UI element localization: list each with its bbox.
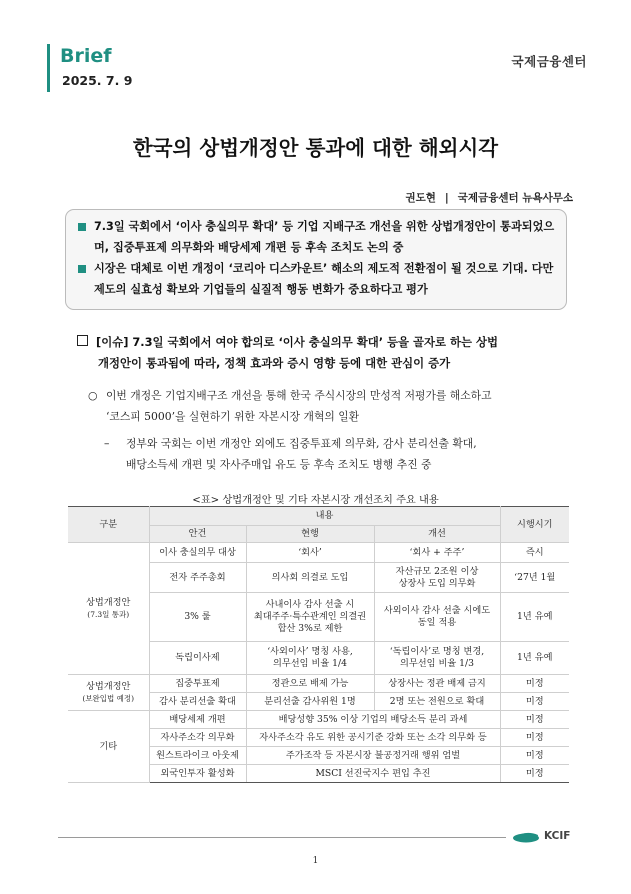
cell-timing: 1년 유예	[500, 593, 569, 642]
page-number: 1	[312, 856, 319, 866]
brief-accent-bar	[47, 44, 50, 92]
square-bullet-icon	[78, 265, 86, 273]
group-cell: 상법개정안 (보완입법 예정)	[68, 675, 149, 711]
cell-item: 자사주소각 의무화	[149, 729, 246, 747]
cell-current: 정관으로 배제 가능	[246, 675, 374, 693]
cell-current: ‘회사’	[246, 543, 374, 563]
cell-timing: 즉시	[500, 543, 569, 563]
author-affiliation: 국제금융센터 뉴욕사무소	[457, 192, 573, 204]
cell-item: 감사 분리선출 확대	[149, 693, 246, 711]
cell-content: 배당성향 35% 이상 기업의 배당소득 분리 과세	[246, 711, 500, 729]
cell-timing: 1년 유예	[500, 642, 569, 675]
cell-current: 사내이사 감사 선출 시 최대주주·특수관계인 의결권 합산 3%로 제한	[246, 593, 374, 642]
cell-item: 3% 룰	[149, 593, 246, 642]
checkbox-square-icon	[77, 335, 88, 346]
cell-improved: 상장사는 정관 배제 금지	[374, 675, 500, 693]
header-timing: 시행시기	[500, 507, 569, 543]
circle-point: ○ 이번 개정은 기업지배구조 개선을 통해 한국 주식시장의 만성적 저평가를 해소하고 ‘코스피 5000’을 실현하기 위한 자본시장 개혁의 일환	[88, 385, 558, 427]
cell-content: MSCI 선진국지수 편입 추진	[246, 765, 500, 783]
cell-improved: 2명 또는 전원으로 확대	[374, 693, 500, 711]
reform-measures-table	[68, 506, 569, 783]
summary-item: 7.3일 국회에서 ‘이사 충실의무 확대’ 등 기업 지배구조 개선을 위한 상법개정안이 통과되었으며, 집중투표제 의무화와 배당세제 개편 등 후속 조치도 논의 중	[76, 216, 556, 258]
header-content: 내용	[149, 507, 500, 526]
cell-item: 이사 충실의무 대상	[149, 543, 246, 563]
header-item: 안건	[149, 526, 246, 543]
cell-timing: 미정	[500, 747, 569, 765]
cell-timing: 미정	[500, 711, 569, 729]
header-category: 구분	[68, 507, 149, 543]
kcif-logo-text: KCIF	[544, 830, 571, 842]
dash-bullet-icon: –	[104, 437, 110, 450]
header-current: 현행	[246, 526, 374, 543]
cell-improved: ‘회사 + 주주’	[374, 543, 500, 563]
cell-content: 주가조작 등 자본시장 불공정거래 행위 엄벌	[246, 747, 500, 765]
cell-timing: 미정	[500, 693, 569, 711]
table-row	[68, 675, 569, 693]
cell-improved: ‘독립이사’로 명칭 변경, 의무선임 비율 1/3	[374, 642, 500, 675]
author-separator: |	[444, 192, 449, 204]
organization-name: 국제금융센터	[511, 54, 587, 69]
table-caption: <표> 상법개정안 및 기타 자본시장 개선조치 주요 내용	[192, 495, 439, 506]
cell-timing: ‘27년 1월	[500, 563, 569, 593]
footer-divider	[58, 837, 506, 838]
publication-date: 2025. 7. 9	[62, 73, 133, 88]
cell-current: ‘사외이사’ 명칭 사용, 의무선임 비율 1/4	[246, 642, 374, 675]
cell-timing: 미정	[500, 765, 569, 783]
group-cell: 상법개정안 (7.3일 통과)	[68, 543, 149, 675]
issue-paragraph: [이슈] 7.3일 국회에서 여야 합의로 ‘이사 충실의무 확대’ 등을 골자로 하는 상법 개정안이 통과됨에 따라, 정책 효과와 증시 영향 등에 대한 관심이 증가	[77, 332, 567, 374]
cell-item: 독립이사제	[149, 642, 246, 675]
summary-box	[65, 209, 567, 310]
header-improved: 개선	[374, 526, 500, 543]
cell-item: 외국인투자 활성화	[149, 765, 246, 783]
table-row	[68, 543, 569, 563]
kcif-logo-icon	[511, 830, 541, 844]
summary-item: 시장은 대체로 이번 개정이 ‘코리아 디스카운트’ 해소의 제도적 전환점이 될 것으로 기대. 다만 제도의 실효성 확보와 기업들의 실질적 행동 변화가 중요하다고 평가	[76, 258, 556, 300]
cell-current: 분리선출 감사위원 1명	[246, 693, 374, 711]
cell-timing: 미정	[500, 675, 569, 693]
cell-timing: 미정	[500, 729, 569, 747]
author-name: 권도현	[405, 192, 436, 204]
square-bullet-icon	[78, 223, 86, 231]
document-title: 한국의 상법개정안 통과에 대한 해외시각	[132, 136, 499, 160]
cell-improved: 자산규모 2조원 이상 상장사 도입 의무화	[374, 563, 500, 593]
cell-item: 배당세제 개편	[149, 711, 246, 729]
cell-improved: 사외이사 감사 선출 시에도 동일 적용	[374, 593, 500, 642]
cell-item: 원스트라이크 아웃제	[149, 747, 246, 765]
group-cell: 기타	[68, 711, 149, 783]
dash-subpoint: – 정부와 국회는 이번 개정안 외에도 집중투표제 의무화, 감사 분리선출 확대, 배당소득세 개편 및 자사주매입 유도 등 후속 조치도 병행 추진 중	[104, 433, 564, 475]
author-line	[405, 190, 573, 205]
table-row	[68, 711, 569, 729]
brief-label: Brief	[60, 45, 112, 67]
circle-bullet-icon: ○	[88, 389, 98, 402]
cell-content: 자사주소각 유도 위한 공시기준 강화 또는 소각 의무화 등	[246, 729, 500, 747]
cell-current: 의사회 의결로 도입	[246, 563, 374, 593]
cell-item: 전자 주주총회	[149, 563, 246, 593]
cell-item: 집중투표제	[149, 675, 246, 693]
